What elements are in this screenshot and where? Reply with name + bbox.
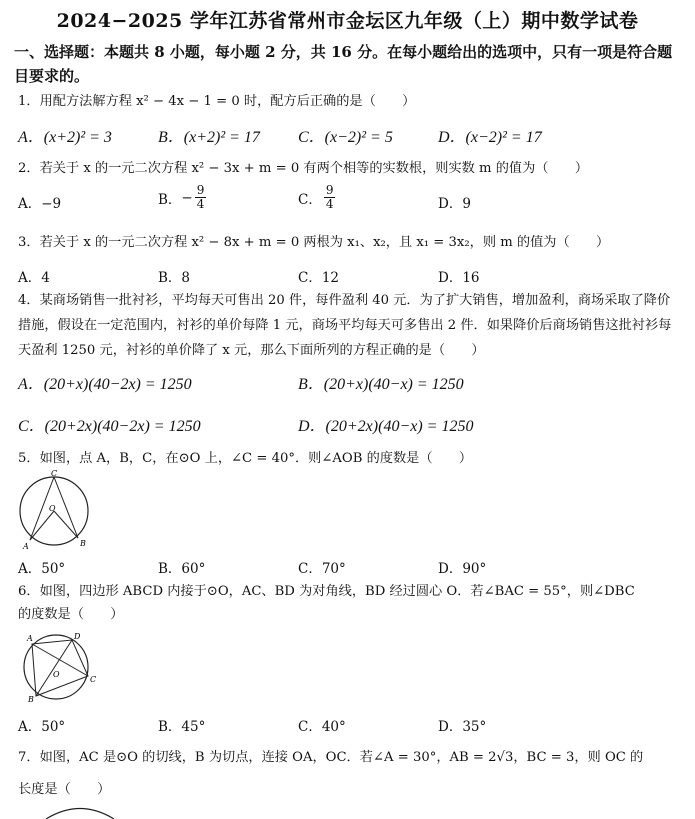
q6-option-d: D．35° xyxy=(438,719,487,735)
q6-label-b: B xyxy=(28,695,34,704)
q2-option-a: A．−9 xyxy=(18,196,62,212)
q3-option-c: C．12 xyxy=(298,270,340,286)
q4-option-d: D．(20+2x)(40−x) = 1250 xyxy=(298,418,474,435)
question-4-stem: 4．某商场销售一批衬衫，平均每天可售出 20 件，每件盈利 40 元．为了扩大销售，增加盈利，商场采取了降价措施，假设在一定范围内，衬衫的单价每降 1 元，商场平均每天可多售出 2 件．如果降价后商场销售这批衬衫每天盈利 1250 元，衬衫的单价降了 x 元，那么下面所列的方程正确的是（ ） xyxy=(18,293,672,358)
question-6-stem-line1: 6．如图，四边形 ABCD 内接于⊙O，AC、BD 为对角线，BD 经过圆心 O．若∠BAC = 55°，则∠DBC xyxy=(18,584,635,599)
q3-option-b: B．8 xyxy=(158,270,191,286)
question-2-stem: 2．若关于 x 的一元二次方程 x² − 3x + m = 0 有两个相等的实数根，则实数 m 的值为（ ） xyxy=(18,161,589,176)
q2-option-c-fraction xyxy=(324,184,336,211)
q6-diagonal-ac xyxy=(32,644,88,676)
q1-option-d: D．(x−2)² = 17 xyxy=(438,129,542,146)
q3-option-d: D．16 xyxy=(438,270,480,286)
q4-option-a: A．(20+x)(40−2x) = 1250 xyxy=(18,376,192,393)
q2-option-c-numerator: 9 xyxy=(325,183,334,197)
q6-option-b: B．45° xyxy=(158,719,206,735)
question-6-stem-line2: 的度数是（ ） xyxy=(18,607,124,622)
q5-label-a: A xyxy=(23,542,29,551)
q6-diagonal-bd xyxy=(36,640,72,696)
q5-option-d: D．90° xyxy=(438,561,487,577)
q6-label-c: C xyxy=(90,675,97,684)
q1-option-a: A．(x+2)² = 3 xyxy=(18,129,112,146)
q2-option-b xyxy=(158,184,208,211)
q1-option-c: C．(x−2)² = 5 xyxy=(298,129,393,146)
q5-option-b: B．60° xyxy=(158,561,206,577)
q5-label-c: C xyxy=(51,470,58,478)
q2-option-b-label: B． xyxy=(158,191,182,208)
q6-option-a: A．50° xyxy=(18,719,66,735)
q1-option-b: B．(x+2)² = 17 xyxy=(158,129,260,146)
q4-option-b: B．(20+x)(40−x) = 1250 xyxy=(298,376,464,393)
q5-label-o: O xyxy=(49,504,56,513)
section-heading: 一、选择题：本题共 8 小题，每小题 2 分，共 16 分。在每小题给出的选项中，只有一项是符合题目要求的。 xyxy=(14,43,673,85)
q2-option-c-label: C． xyxy=(298,191,322,208)
question-3-stem: 3．若关于 x 的一元二次方程 x² − 8x + m = 0 两根为 x₁、x₂，且 x₁ = 3x₂，则 m 的值为（ ） xyxy=(18,235,610,250)
q6-circle-figure xyxy=(16,630,98,704)
question-5-stem: 5．如图，点 A，B，C，在⊙O 上，∠C = 40°．则∠AOB 的度数是（ ） xyxy=(18,451,473,466)
q6-label-d: D xyxy=(74,632,81,641)
q6-label-o: O xyxy=(53,670,60,679)
q7-circle-arc xyxy=(46,809,114,819)
q2-option-b-fraction xyxy=(195,184,207,211)
question-1-stem: 1．用配方法解方程 x² − 4x − 1 = 0 时，配方后正确的是（ ） xyxy=(18,94,416,109)
q2-option-d: D．9 xyxy=(438,196,471,212)
q6-option-c: C．40° xyxy=(298,719,346,735)
question-7-stem-line1: 7．如图，AC 是⊙O 的切线，B 为切点，连接 OA，OC．若∠A = 30°，AB = 2√3，BC = 3，则 OC 的 xyxy=(18,750,644,765)
q5-circle-figure xyxy=(16,470,94,552)
q2-option-c-denominator: 4 xyxy=(325,197,334,211)
q4-option-c: C．(20+2x)(40−2x) = 1250 xyxy=(18,418,201,435)
q6-label-a: A xyxy=(27,634,33,643)
q2-option-b-numerator: 9 xyxy=(196,183,205,197)
q2-option-c xyxy=(298,184,337,211)
q3-option-a: A．4 xyxy=(18,270,50,286)
page-title: 2024−2025 学年江苏省常州市金坛区九年级（上）期中数学试卷 xyxy=(56,10,639,32)
q5-line-cb xyxy=(54,477,78,538)
q5-option-a: A．50° xyxy=(18,561,66,577)
q5-option-c: C．70° xyxy=(298,561,346,577)
q7-circle-figure-partial xyxy=(40,804,120,819)
q5-label-b: B xyxy=(80,539,86,548)
q5-line-oa xyxy=(30,511,54,540)
q5-line-ob xyxy=(54,511,78,538)
q2-option-b-denominator: 4 xyxy=(196,197,205,211)
q2-option-b-sign: − xyxy=(181,189,193,206)
question-7-stem-line2: 长度是（ ） xyxy=(18,782,111,797)
